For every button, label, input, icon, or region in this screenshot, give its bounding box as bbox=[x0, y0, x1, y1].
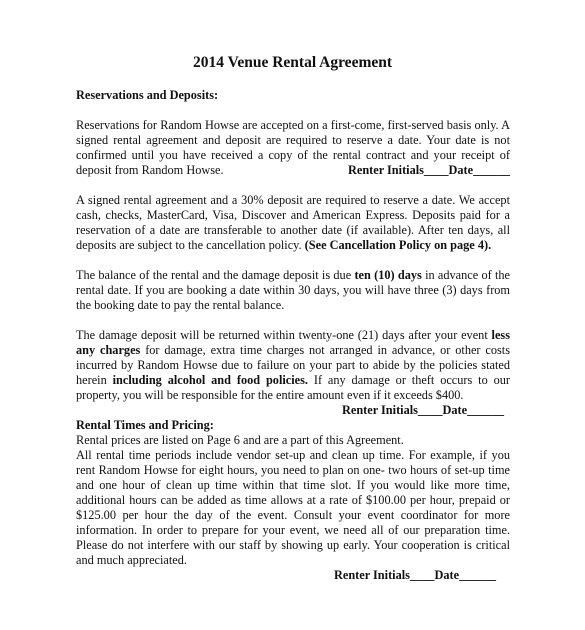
paragraph-deposit-policy bbox=[76, 193, 510, 253]
section-heading-reservations: Reservations and Deposits: bbox=[76, 88, 219, 102]
renter-initials-line: Renter Initials____Date______ bbox=[333, 568, 496, 582]
renter-initials-line: Renter Initials____Date______ bbox=[341, 403, 504, 417]
cancellation-policy-reference: (See Cancellation Policy on page 4). bbox=[304, 238, 492, 252]
paragraph-text: for damage, extra time charges not arranged in advance, or other costs incurred by Random Howse due to failure on your part to abide by the policies stated herein bbox=[76, 343, 510, 387]
paragraph-text: The balance of the rental and the damage deposit is due bbox=[76, 268, 355, 282]
paragraph-text: Reservations for Random Howse are accepted on a first-come, first-served basis only. A signed rental agreement and deposit are required to reserve a date. Your date is not confirmed until you have received a copy of the rental contract and your receipt of deposit from Random Howse. bbox=[76, 118, 510, 177]
paragraph-rental-time-periods: All rental time periods include vendor set-up and clean up time. For example, if you rent Random Howse for eight hours, you need to plan on one- two hours of set-up time and one hour of clean up time within that time slot. If you would like more time, additional hours can be added as time allows at a rate of $100.00 per hour, prepaid or $125.00 per hour the day of the event. Consult your event coordinator for more information. In order to prepare for your event, we need all of our preparation time. Please do not interfere with our staff by showing up early. Your cooperation is critical and much appreciated. bbox=[76, 448, 510, 567]
paragraph-damage-deposit bbox=[76, 328, 510, 403]
paragraph-rental-prices: Rental prices are listed on Page 6 and are a part of this Agreement. bbox=[76, 433, 404, 447]
document-body bbox=[76, 88, 510, 583]
less-any-charges: less any charges bbox=[76, 328, 510, 357]
balance-due-days: ten (10) days bbox=[354, 268, 422, 282]
renter-initials-line: Renter Initials____Date______ bbox=[347, 163, 510, 177]
paragraph-text: A signed rental agreement and a 30% deposit are required to reserve a date. We accept cash, checks, MasterCard, Visa, Discover and American Express. Deposits paid for a reservation of a date are transferable to another date (if available). After ten days, all deposits are subject to the cancellation policy. bbox=[76, 193, 510, 252]
paragraph-balance-due bbox=[76, 268, 510, 313]
paragraph-reservations-policy bbox=[76, 118, 510, 178]
paragraph-text: in advance of the rental date. If you are booking a date within 30 days, you will have three (3) days from the booking date to pay the rental balance. bbox=[76, 268, 511, 312]
paragraph-text: The damage deposit will be returned within twenty-one (21) days after your event bbox=[76, 328, 492, 342]
paragraph-text: If any damage or theft occurs to our property, you will be responsible for the entire amount even if it exceeds $400. bbox=[76, 373, 510, 402]
document-title: 2014 Venue Rental Agreement bbox=[192, 54, 393, 71]
alcohol-food-policies: including alcohol and food policies. bbox=[112, 373, 308, 387]
section-heading-rental-times: Rental Times and Pricing: bbox=[76, 418, 214, 432]
